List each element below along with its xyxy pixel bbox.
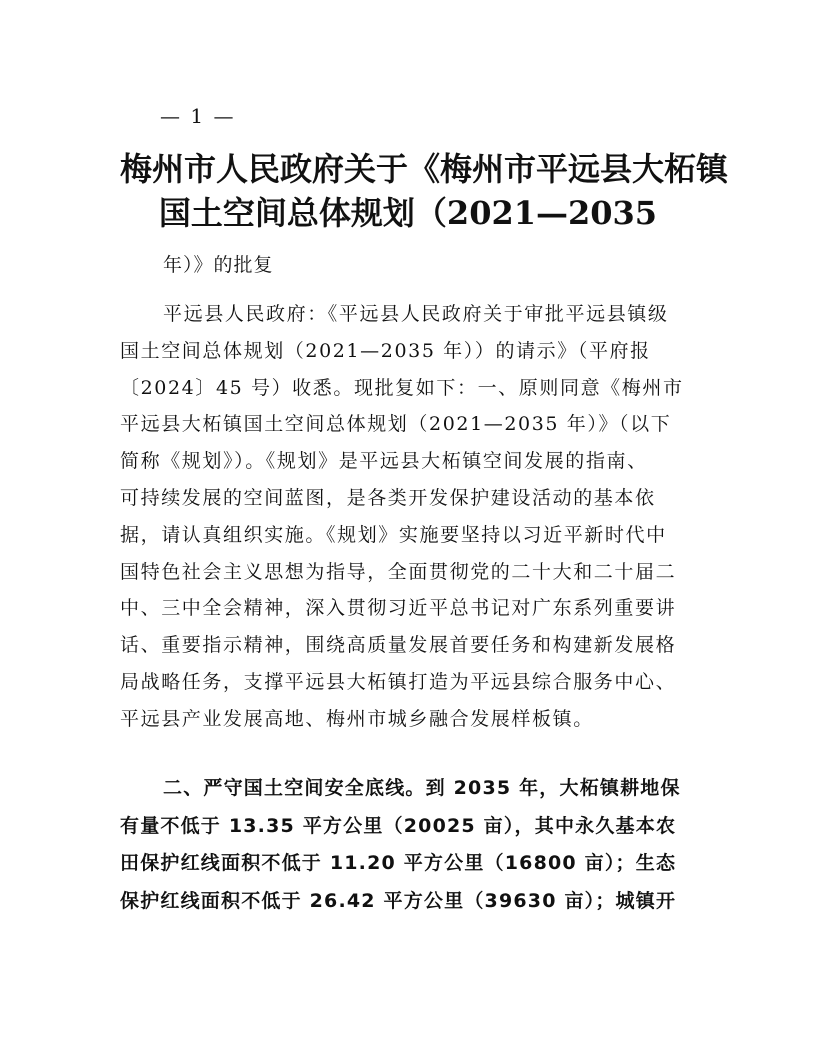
page-number: — 1 —	[160, 104, 236, 128]
paragraph-line: 简称《规划》）。《规划》是平远县大柘镇空间发展的指南、	[120, 450, 648, 473]
document-title-line-3: 年）》的批复	[163, 254, 274, 276]
document-title-line-2: 国土空间总体规划（2021—2035	[158, 194, 658, 232]
paragraph-line: 局战略任务，支撑平远县大柘镇打造为平远县综合服务中心、	[120, 670, 677, 693]
document-title-line-1: 梅州市人民政府关于《梅州市平远县大柘镇	[120, 150, 729, 188]
paragraph-line: 田保护红线面积不低于 11.20 平方公里（16800 亩）；生态	[120, 852, 677, 875]
paragraph-line: 有量不低于 13.35 平方公里（20025 亩），其中永久基本农	[120, 814, 677, 837]
paragraph-line: 国土空间总体规划（2021—2035 年））的请示》（平府报	[120, 339, 651, 362]
paragraph-line: 〔2024〕45 号）收悉。现批复如下：一、原则同意《梅州市	[120, 376, 684, 399]
paragraph-2	[120, 770, 700, 920]
paragraph-line: 平远县人民政府：《平远县人民政府关于审批平远县镇级	[163, 303, 669, 325]
paragraph-line: 可持续发展的空间蓝图，是各类开发保护建设活动的基本依	[120, 486, 656, 509]
paragraph-line: 据，请认真组织实施。《规划》实施要坚持以习近平新时代中	[120, 523, 667, 546]
paragraph-1	[120, 296, 700, 738]
paragraph-line: 话、重要指示精神，围绕高质量发展首要任务和构建新发展格	[120, 634, 677, 657]
paragraph-line: 保护红线面积不低于 26.42 平方公里（39630 亩）；城镇开	[120, 889, 677, 912]
paragraph-line: 平远县大柘镇国土空间总体规划（2021—2035 年）》（以下	[120, 413, 672, 436]
paragraph-line: 国特色社会主义思想为指导，全面贯彻党的二十大和二十届二	[120, 560, 677, 583]
paragraph-line: 中、三中全会精神，深入贯彻习近平总书记对广东系列重要讲	[120, 597, 677, 620]
paragraph-line: 平远县产业发展高地、梅州市城乡融合发展样板镇。	[120, 707, 594, 730]
paragraph-line: 二、严守国土空间安全底线。到 2035 年，大柘镇耕地保	[163, 777, 681, 799]
